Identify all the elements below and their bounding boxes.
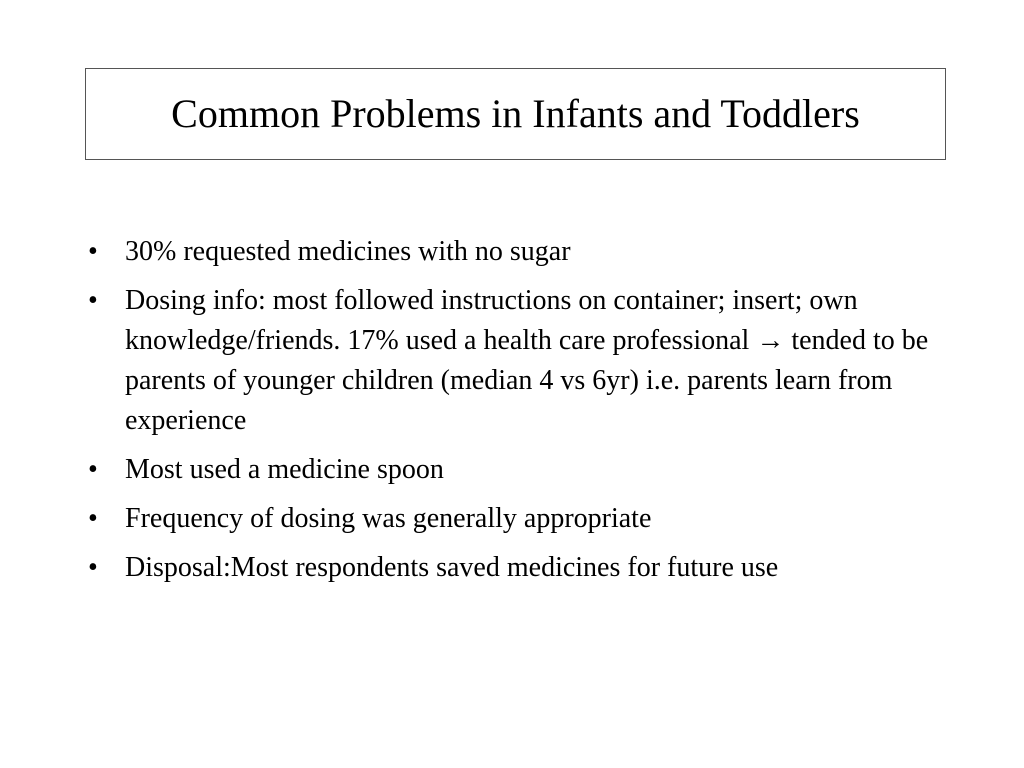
title-box	[85, 68, 946, 160]
bullet-text: Frequency of dosing was generally appropriate	[125, 503, 652, 534]
bullet-text: Disposal:Most respondents saved medicines for future use	[125, 552, 779, 583]
bullet-text: Dosing info: most followed instructions on container; insert; own knowledge/friends. 17% used a health care professional → tended to be parents of younger children (median 4 vs 6yr) i.e. parents learn from experience	[125, 285, 929, 436]
bullet-point-icon: •	[88, 552, 98, 583]
bullet-item	[88, 499, 948, 539]
slide-title: Common Problems in Infants and Toddlers	[171, 91, 860, 136]
bullet-item	[88, 281, 948, 441]
bullet-point-icon: •	[88, 236, 98, 267]
bullet-point-icon: •	[88, 285, 98, 316]
bullet-item	[88, 450, 948, 490]
bullet-item	[88, 232, 948, 272]
bullet-point-icon: •	[88, 454, 98, 485]
bullet-point-icon: •	[88, 503, 98, 534]
bullet-text: Most used a medicine spoon	[125, 454, 444, 485]
bullet-item	[88, 548, 948, 588]
bullet-list	[88, 232, 948, 597]
bullet-text: 30% requested medicines with no sugar	[125, 236, 571, 267]
